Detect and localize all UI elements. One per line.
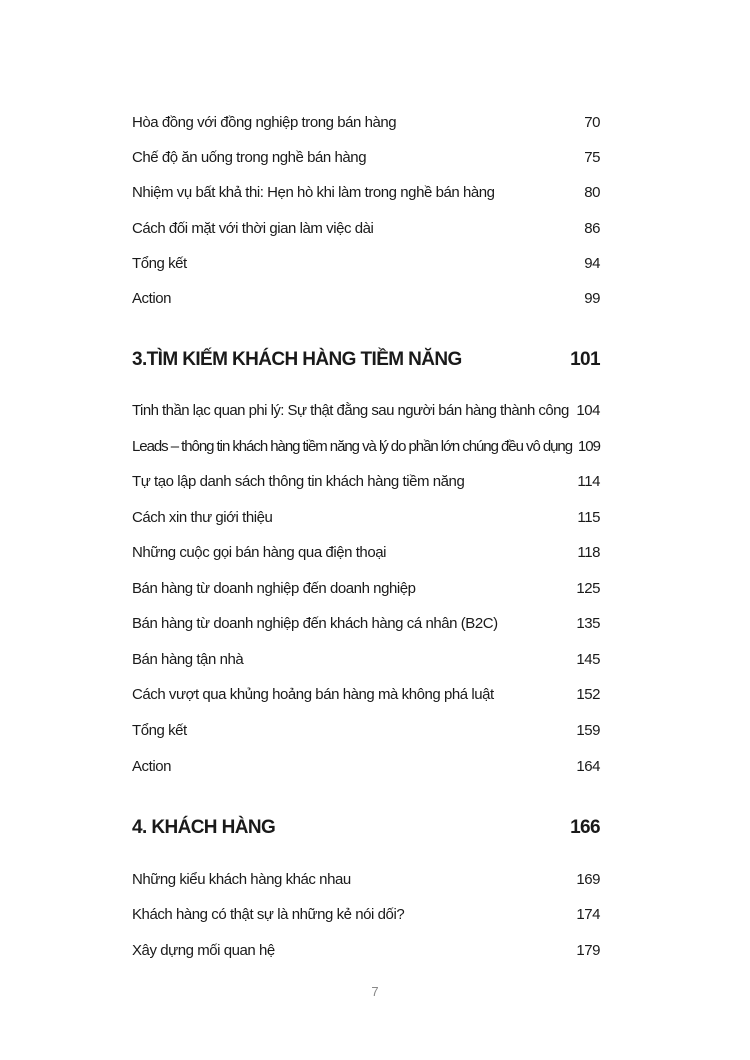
toc-entry-title: Action [132,290,171,307]
toc-entry-title: Leads – thông tin khách hàng tiềm năng và lý do phần lớn chúng đều vô dụng [132,438,573,455]
toc-entry [132,684,600,706]
toc-entry-page: 94 [584,255,600,272]
toc-entry-title: Tự tạo lập danh sách thông tin khách hàng tiềm năng [132,473,465,490]
toc-entry-title: Hòa đồng với đồng nghiệp trong bán hàng [132,114,397,131]
chapter-heading [132,815,600,841]
toc-entry-title: Nhiệm vụ bất khả thi: Hẹn hò khi làm trong nghề bán hàng [132,184,495,201]
toc-entry [132,578,600,600]
toc-entry [132,649,600,671]
toc-entry-page: 174 [576,906,600,923]
toc-entry-page: 159 [576,722,600,739]
toc-entry [132,756,600,778]
toc-entry [132,218,600,240]
toc-entry-title: Khách hàng có thật sự là những kẻ nói dối? [132,906,405,923]
toc-entry [132,400,600,422]
toc-entry [132,507,600,529]
chapter-title: 3.TÌM KIẾM KHÁCH HÀNG TIỀM NĂNG [132,349,462,370]
chapter-heading [132,347,600,373]
toc-entry-title: Chế độ ăn uống trong nghề bán hàng [132,149,367,166]
toc-entry [132,613,600,635]
toc-entry-page: 109 [577,438,600,455]
toc-entry-page: 152 [576,686,600,703]
toc-entry [132,904,600,926]
toc-entry-title: Cách đối mặt với thời gian làm việc dài [132,220,374,237]
toc-entry [132,720,600,742]
toc-entry-page: 99 [584,290,600,307]
toc-entry-title: Những cuộc gọi bán hàng qua điện thoại [132,544,386,561]
toc-entry [132,940,600,962]
toc-entry-page: 135 [576,615,600,632]
toc-entry-title: Tổng kết [132,255,187,272]
toc-entry-page: 118 [577,544,600,561]
chapter-title: 4. KHÁCH HÀNG [132,817,276,838]
toc-entry-title: Tinh thần lạc quan phi lý: Sự thật đằng sau người bán hàng thành công [132,402,569,419]
toc-entry-page: 75 [584,149,600,166]
toc-entry-title: Những kiểu khách hàng khác nhau [132,871,351,888]
toc-entry [132,182,600,204]
toc-entry [132,112,600,134]
toc-entry-title: Bán hàng từ doanh nghiệp đến khách hàng cá nhân (B2C) [132,615,498,632]
toc-entry-page: 164 [576,758,600,775]
toc-entry-page: 179 [576,942,600,959]
toc-entry-title: Xây dựng mối quan hệ [132,942,275,959]
toc-entry-page: 114 [577,473,600,490]
chapter-page: 166 [570,817,600,838]
toc-entry-title: Tổng kết [132,722,187,739]
toc-entry [132,542,600,564]
toc-entry-page: 115 [577,509,600,526]
toc-entry-title: Cách xin thư giới thiệu [132,509,273,526]
chapter-page: 101 [570,349,600,370]
toc-entry [132,471,600,493]
toc-entry [132,253,600,275]
toc-entry [132,288,600,310]
toc-entry-page: 80 [584,184,600,201]
toc-entry-title: Bán hàng tận nhà [132,651,244,668]
toc-entry-page: 125 [576,580,600,597]
toc-entry-page: 70 [584,114,600,131]
toc-entry-page: 145 [576,651,600,668]
toc-entry-page: 86 [584,220,600,237]
toc-entry-title: Bán hàng từ doanh nghiệp đến doanh nghiệp [132,580,416,597]
toc-entry [132,147,600,169]
toc-entry-page: 169 [576,871,600,888]
toc-entry-title: Cách vượt qua khủng hoảng bán hàng mà không phá luật [132,686,494,703]
page-number: 7 [371,984,379,999]
toc-entry-page: 104 [576,402,600,419]
toc-entry [132,869,600,891]
toc-entry [132,436,600,458]
toc-entry-title: Action [132,758,171,775]
